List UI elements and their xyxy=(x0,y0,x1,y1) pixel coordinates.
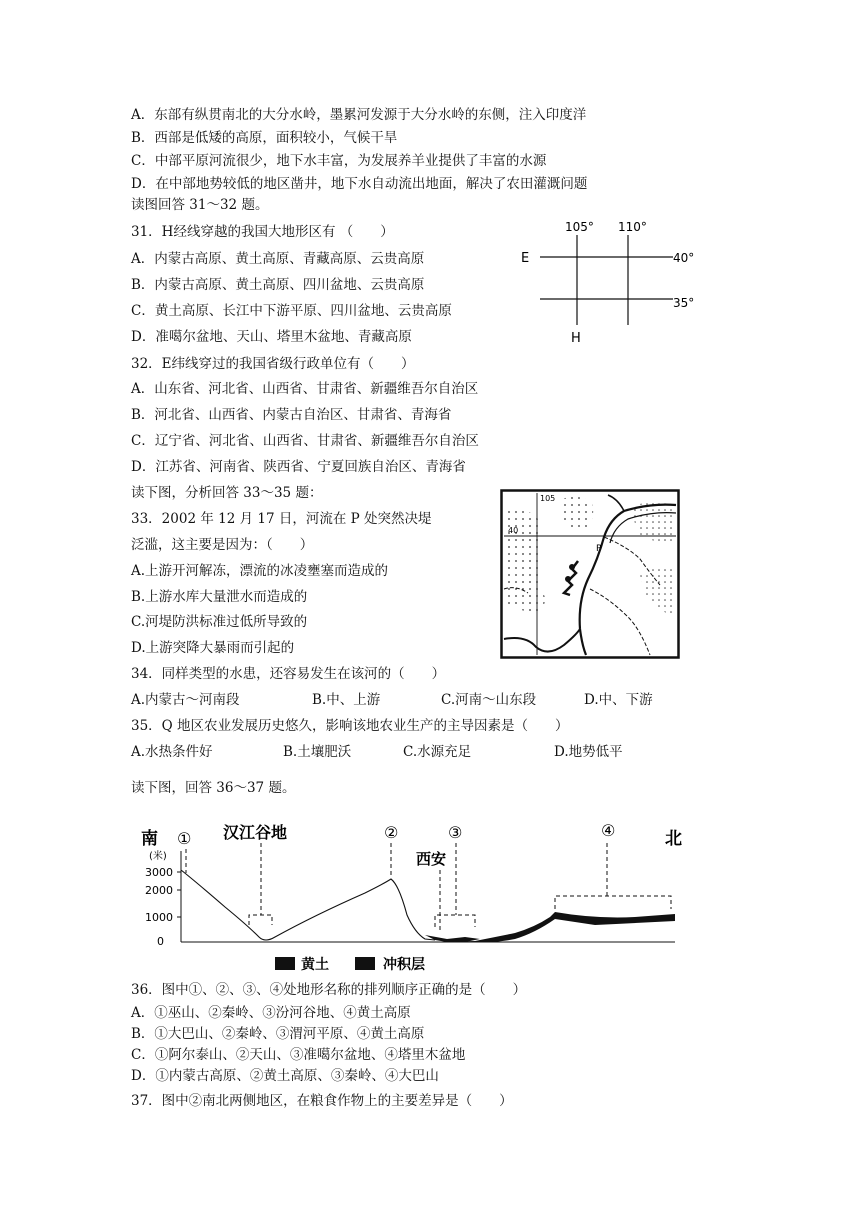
question-34-option-c: C.河南～山东段 xyxy=(441,692,537,708)
label-north: 北 xyxy=(665,829,682,849)
question-32-option-d: D．江苏省、河南省、陕西省、宁夏回族自治区、青海省 xyxy=(131,459,466,475)
question-36-option-a: A．①巫山、②秦岭、③汾河谷地、④黄土高原 xyxy=(131,1005,411,1021)
question-36-option-c: C．①阿尔泰山、②天山、③准噶尔盆地、④塔里木盆地 xyxy=(131,1047,466,1063)
question-32-stem: 32．E纬线穿过的我国省级行政单位有（ ） xyxy=(131,356,415,372)
lat-label-35: 35° xyxy=(673,296,695,310)
lat-label: 40 xyxy=(508,526,519,535)
alluvium-layer xyxy=(425,935,480,942)
legend-label-alluvium: 冲积层 xyxy=(383,957,425,973)
instruction: 读下图，回答 36～37 题。 xyxy=(131,780,296,796)
question-36-option-d: D．①内蒙古高原、②黄土高原、③秦岭、④大巴山 xyxy=(131,1068,439,1084)
legend-swatch-alluvium xyxy=(355,957,375,970)
y-tick-3000: 3000 xyxy=(145,866,173,879)
question-33-option-a: A.上游开河解冻，漂流的冰凌壅塞而造成的 xyxy=(131,563,389,579)
question-35-option-c: C.水源充足 xyxy=(403,744,472,760)
lon-label: 105 xyxy=(540,494,556,503)
question-34-option-a: A.内蒙古～河南段 xyxy=(131,692,240,708)
question-31-stem: 31．H经线穿越的我国大地形区有 （ ） xyxy=(131,224,394,240)
y-tick-2000: 2000 xyxy=(145,884,173,897)
lon-label-110: 110° xyxy=(618,220,647,234)
question-35-stem: 35．Q 地区农业发展历史悠久，影响该地农业生产的主导因素是（ ） xyxy=(131,718,569,734)
question-36-option-b: B．①大巴山、②秦岭、③渭河平原、④黄土高原 xyxy=(131,1026,425,1042)
lat-label-40: 40° xyxy=(673,251,695,265)
yellow-river-map-figure xyxy=(500,489,680,659)
question-32-option-a: A．山东省、河北省、山西省、甘肃省、新疆维吾尔自治区 xyxy=(131,381,479,397)
marker-2: ② xyxy=(384,823,399,842)
terrain-line xyxy=(181,870,435,940)
question-35-option-b: B.土壤肥沃 xyxy=(283,744,352,760)
label-e: E xyxy=(521,251,530,266)
question-34-option-b: B.中、上游 xyxy=(312,692,381,708)
question-34-stem: 34．同样类型的水患，还容易发生在该河的（ ） xyxy=(131,666,446,682)
dotted-region xyxy=(562,497,593,530)
lon-label-105: 105° xyxy=(565,220,594,234)
y-tick-1000: 1000 xyxy=(145,911,173,924)
text-line: D．在中部地势较低的地区凿井，地下水自动流出地面，解决了农田灌溉问题 xyxy=(131,176,588,192)
label-south: 南 xyxy=(141,829,158,849)
question-32-option-b: B．河北省、山西省、内蒙古自治区、甘肃省、青海省 xyxy=(131,407,452,423)
legend-label-loess: 黄土 xyxy=(301,957,329,973)
bracket-hanjiang xyxy=(249,915,272,925)
instruction: 读下图，分析回答 33～35 题： xyxy=(131,485,323,501)
legend-swatch-loess xyxy=(275,957,295,970)
marker-4: ④ xyxy=(601,821,616,840)
text-line: B．西部是低矮的高原，面积较小，气候干旱 xyxy=(131,130,398,146)
question-31-option-d: D．准噶尔盆地、天山、塔里木盆地、青藏高原 xyxy=(131,329,412,345)
question-35-option-d: D.地势低平 xyxy=(554,744,623,760)
marker-1: ① xyxy=(177,829,192,848)
loess-layer xyxy=(435,912,675,942)
label-hanjiang-valley: 汉江谷地 xyxy=(223,823,288,842)
question-33-stem-cont: 泛滥，这主要是因为：（ ） xyxy=(131,537,314,553)
label-h: H xyxy=(571,331,581,345)
question-33-option-c: C.河堤防洪标准过低所导致的 xyxy=(131,614,308,630)
question-31-option-a: A．内蒙古高原、黄土高原、青藏高原、云贵高原 xyxy=(131,251,425,267)
y-tick-0: 0 xyxy=(157,935,164,948)
question-33-option-d: D.上游突降大暴雨而引起的 xyxy=(131,640,295,656)
question-36-stem: 36．图中①、②、③、④处地形名称的排列顺序正确的是（ ） xyxy=(131,982,527,998)
mountain-peak xyxy=(565,576,571,582)
question-31-option-c: C．黄土高原、长江中下游平原、四川盆地、云贵高原 xyxy=(131,303,452,319)
instruction: 读图回答 31～32 题。 xyxy=(131,197,269,213)
marker-3: ③ xyxy=(448,823,463,842)
question-33-option-b: B.上游水库大量泄水而造成的 xyxy=(131,589,308,605)
terrain-profile-figure xyxy=(135,815,695,980)
bracket-3 xyxy=(435,915,475,927)
question-31-option-b: B．内蒙古高原、黄土高原、四川盆地、云贵高原 xyxy=(131,277,425,293)
label-xian: 西安 xyxy=(416,850,447,868)
y-axis-unit: (米) xyxy=(149,851,167,862)
question-33-stem: 33．2002 年 12 月 17 日，河流在 P 处突然决堤 xyxy=(131,511,432,527)
bracket-4 xyxy=(555,896,671,909)
question-37-stem: 37．图中②南北两侧地区，在粮食作物上的主要差异是（ ） xyxy=(131,1093,513,1109)
mountain-peak xyxy=(569,564,575,570)
question-35-option-a: A.水热条件好 xyxy=(131,744,213,760)
label-p: P xyxy=(596,544,602,554)
text-line: A．东部有纵贯南北的大分水岭，墨累河发源于大分水岭的东侧，注入印度洋 xyxy=(131,107,587,123)
lat-lon-grid-figure xyxy=(515,215,705,345)
question-34-option-d: D.中、下游 xyxy=(584,692,653,708)
text-line: C．中部平原河流很少，地下水丰富，为发展养羊业提供了丰富的水源 xyxy=(131,153,547,169)
question-32-option-c: C．辽宁省、河北省、山西省、甘肃省、新疆维吾尔自治区 xyxy=(131,433,479,449)
